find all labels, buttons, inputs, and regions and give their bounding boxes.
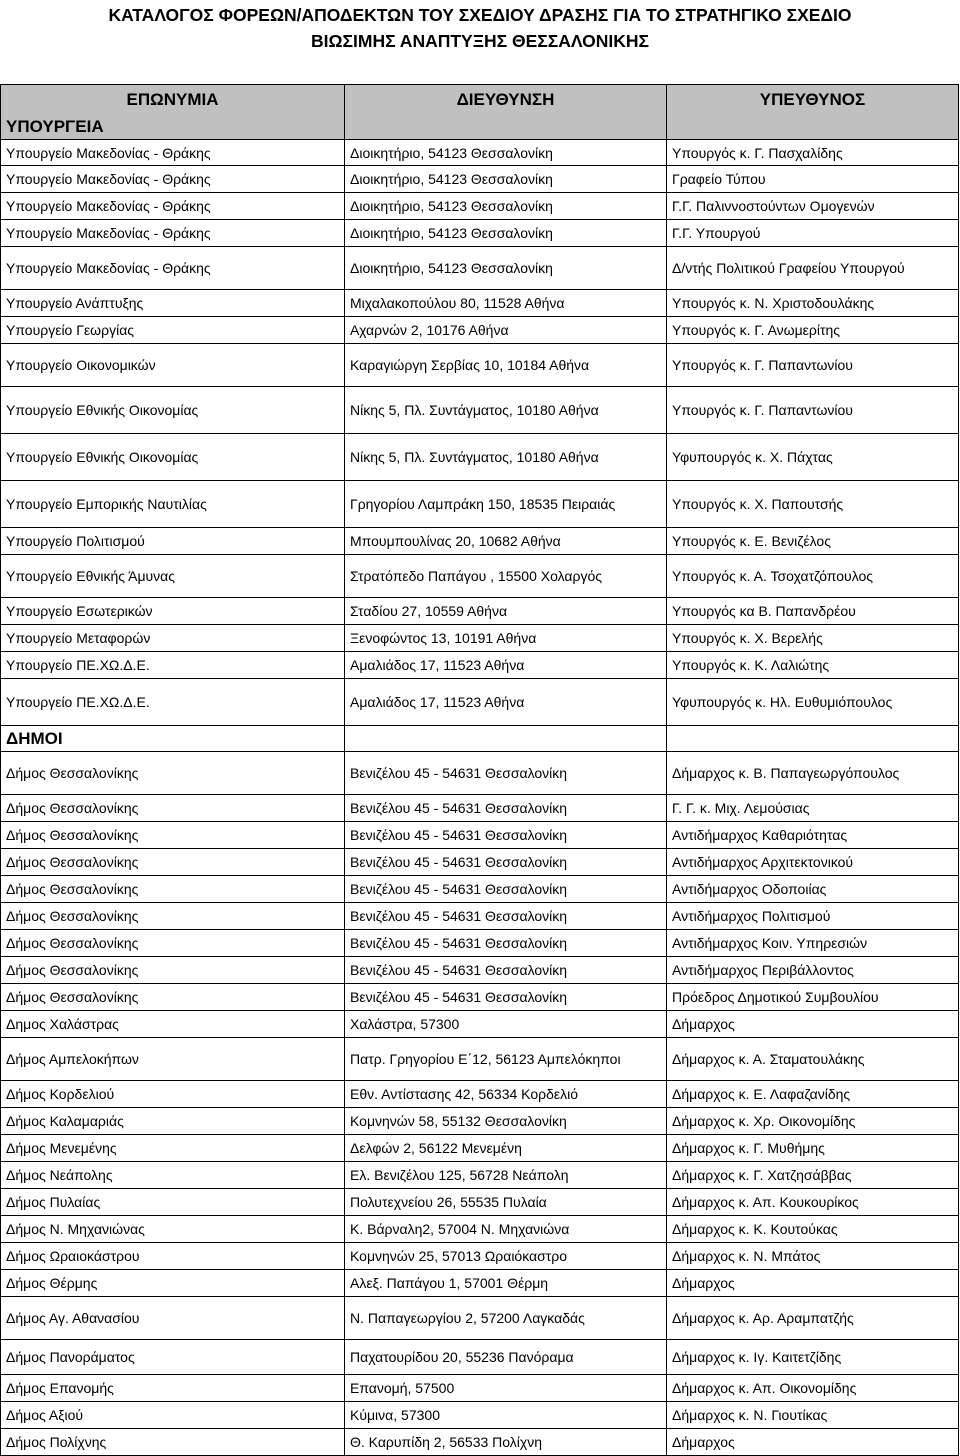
section-label-municipalities: ΔΗΜΟΙ [1, 726, 345, 752]
cell-contact: Δήμαρχος κ. Ε. Λαφαζανίδης [667, 1081, 959, 1108]
cell-contact: Υφυπουργός κ. Ηλ. Ευθυμιόπουλος [667, 679, 959, 726]
cell-address: Βενιζέλου 45 - 54631 Θεσσαλονίκη [345, 876, 667, 903]
table-row [1, 795, 959, 822]
title-line-1: ΚΑΤΑΛΟΓΟΣ ΦΟΡΕΩΝ/ΑΠΟΔΕΚΤΩΝ ΤΟΥ ΣΧΕΔΙΟΥ ΔΡΑΣΗΣ ΓΙΑ ΤΟ ΣΤΡΑΤΗΓΙΚΟ ΣΧΕΔΙΟ [108, 5, 852, 25]
cell-contact: Υπουργός κ. Ε. Βενιζέλος [667, 528, 959, 555]
cell-name: Δήμος Πανοράματος [1, 1340, 345, 1375]
table-row [1, 1340, 959, 1375]
cell-address: Αχαρνών 2, 10176 Αθήνα [345, 317, 667, 344]
table-row [1, 434, 959, 481]
cell-name: Δήμος Θέρμης [1, 1270, 345, 1297]
cell-name: Δήμος Θεσσαλονίκης [1, 903, 345, 930]
cell-contact: Δήμαρχος κ. Β. Παπαγεωργόπουλος [667, 752, 959, 795]
cell-contact: Πρόεδρος Δημοτικού Συμβουλίου [667, 984, 959, 1011]
cell-address: Διοικητήριο, 54123 Θεσσαλονίκη [345, 166, 667, 193]
cell-address: Κύμινα, 57300 [345, 1402, 667, 1429]
table-row [1, 903, 959, 930]
section-empty-cell [667, 726, 959, 752]
table-row [1, 387, 959, 434]
table-row [1, 1108, 959, 1135]
cell-contact: Αντιδήμαρχος Περιβάλλοντος [667, 957, 959, 984]
cell-name: Δήμος Θεσσαλονίκης [1, 930, 345, 957]
cell-name: Δήμος Αμπελοκήπων [1, 1038, 345, 1081]
cell-address: Βενιζέλου 45 - 54631 Θεσσαλονίκη [345, 822, 667, 849]
cell-name: Υπουργείο Πολιτισμού [1, 528, 345, 555]
section-empty-cell [345, 114, 667, 140]
cell-address: Μπουμπουλίνας 20, 10682 Αθήνα [345, 528, 667, 555]
cell-address: Σταδίου 27, 10559 Αθήνα [345, 598, 667, 625]
cell-contact: Δ/ντής Πολιτικού Γραφείου Υπουργού [667, 247, 959, 290]
cell-contact: Υφυπουργός κ. Χ. Πάχτας [667, 434, 959, 481]
table-header-row [1, 85, 959, 115]
cell-contact: Γ. Γ. κ. Μιχ. Λεμούσιας [667, 795, 959, 822]
cell-name: Υπουργείο Μακεδονίας - Θράκης [1, 193, 345, 220]
cell-address: Βενιζέλου 45 - 54631 Θεσσαλονίκη [345, 795, 667, 822]
cell-name: Δήμος Θεσσαλονίκης [1, 752, 345, 795]
cell-name: Δήμος Θεσσαλονίκης [1, 984, 345, 1011]
cell-contact: Υπουργός κ. Κ. Λαλιώτης [667, 652, 959, 679]
cell-address: Πατρ. Γρηγορίου Ε΄12, 56123 Αμπελόκηποι [345, 1038, 667, 1081]
cell-name: Υπουργείο ΠΕ.ΧΩ.Δ.Ε. [1, 679, 345, 726]
cell-name: Δημος Χαλάστρας [1, 1011, 345, 1038]
cell-name: Υπουργείο Οικονομικών [1, 344, 345, 387]
cell-name: Δήμος Θεσσαλονίκης [1, 822, 345, 849]
table-row [1, 1081, 959, 1108]
table-row [1, 140, 959, 166]
cell-contact: Αντιδήμαρχος Αρχιτεκτονικού [667, 849, 959, 876]
table-row [1, 555, 959, 598]
table-row [1, 1135, 959, 1162]
cell-contact: Υπουργός κ. Α. Τσοχατζόπουλος [667, 555, 959, 598]
cell-contact: Υπουργός κ. Χ. Βερελής [667, 625, 959, 652]
cell-address: Στρατόπεδο Παπάγου , 15500 Χολαργός [345, 555, 667, 598]
cell-name: Υπουργείο Μακεδονίας - Θράκης [1, 220, 345, 247]
cell-name: Δήμος Κορδελιού [1, 1081, 345, 1108]
cell-address: Εθν. Αντίστασης 42, 56334 Κορδελιό [345, 1081, 667, 1108]
table-row [1, 481, 959, 528]
cell-contact: Δήμαρχος [667, 1011, 959, 1038]
cell-contact: Αντιδήμαρχος Πολιτισμού [667, 903, 959, 930]
cell-contact: Υπουργός κ. Χ. Παπουτσής [667, 481, 959, 528]
cell-contact: Υπουργός κ. Ν. Χριστοδουλάκης [667, 290, 959, 317]
cell-address: Χαλάστρα, 57300 [345, 1011, 667, 1038]
cell-name: Δήμος Μενεμένης [1, 1135, 345, 1162]
column-header-contact: ΥΠΕΥΘΥΝΟΣ [667, 85, 959, 115]
cell-address: Παχατουρίδου 20, 55236 Πανόραμα [345, 1340, 667, 1375]
cell-contact: Υπουργός κ. Γ. Παπαντωνίου [667, 344, 959, 387]
cell-address: Ξενοφώντος 13, 10191 Αθήνα [345, 625, 667, 652]
cell-address: Διοικητήριο, 54123 Θεσσαλονίκη [345, 193, 667, 220]
section-row-municipalities [1, 726, 959, 752]
table-row [1, 1402, 959, 1429]
cell-name: Δήμος Θεσσαλονίκης [1, 876, 345, 903]
cell-name: Υπουργείο ΠΕ.ΧΩ.Δ.Ε. [1, 652, 345, 679]
table-row [1, 876, 959, 903]
cell-contact: Γ.Γ. Υπουργού [667, 220, 959, 247]
cell-name: Δήμος Θεσσαλονίκης [1, 957, 345, 984]
cell-contact: Υπουργός κ. Γ. Πασχαλίδης [667, 140, 959, 166]
cell-contact: Δήμαρχος κ. Κ. Κουτούκας [667, 1216, 959, 1243]
table-row [1, 957, 959, 984]
cell-contact: Δήμαρχος κ. Α. Σταματουλάκης [667, 1038, 959, 1081]
cell-name: Δήμος Αγ. Αθανασίου [1, 1297, 345, 1340]
cell-contact: Γραφείο Τύπου [667, 166, 959, 193]
table-row [1, 849, 959, 876]
cell-name: Υπουργείο Μακεδονίας - Θράκης [1, 247, 345, 290]
table-row [1, 752, 959, 795]
section-empty-cell [345, 726, 667, 752]
cell-address: Δελφών 2, 56122 Μενεμένη [345, 1135, 667, 1162]
cell-address: Βενιζέλου 45 - 54631 Θεσσαλονίκη [345, 930, 667, 957]
cell-contact: Αντιδήμαρχος Καθαριότητας [667, 822, 959, 849]
cell-name: Υπουργείο Γεωργίας [1, 317, 345, 344]
section-label-ministries: ΥΠΟΥΡΓΕΙΑ [1, 114, 345, 140]
table-row [1, 193, 959, 220]
cell-contact: Δήμαρχος [667, 1429, 959, 1456]
cell-name: Δήμος Ωραιοκάστρου [1, 1243, 345, 1270]
cell-address: Νίκης 5, Πλ. Συντάγματος, 10180 Αθήνα [345, 434, 667, 481]
cell-name: Δήμος Πυλαίας [1, 1189, 345, 1216]
table-row [1, 1162, 959, 1189]
cell-address: Θ. Καρυπίδη 2, 56533 Πολίχνη [345, 1429, 667, 1456]
cell-address: Κομνηνών 25, 57013 Ωραιόκαστρο [345, 1243, 667, 1270]
cell-contact: Δήμαρχος κ. Ν. Γιουτίκας [667, 1402, 959, 1429]
cell-name: Υπουργείο Εμπορικής Ναυτιλίας [1, 481, 345, 528]
table-row [1, 822, 959, 849]
cell-name: Δήμος Αξιού [1, 1402, 345, 1429]
cell-contact: Δήμαρχος κ. Απ. Οικονομίδης [667, 1375, 959, 1402]
cell-name: Δήμος Θεσσαλονίκης [1, 849, 345, 876]
table-row [1, 290, 959, 317]
cell-address: Πολυτεχνείου 26, 55535 Πυλαία [345, 1189, 667, 1216]
cell-address: Γρηγορίου Λαμπράκη 150, 18535 Πειραιάς [345, 481, 667, 528]
cell-address: Βενιζέλου 45 - 54631 Θεσσαλονίκη [345, 752, 667, 795]
table-row [1, 930, 959, 957]
table-row [1, 984, 959, 1011]
cell-name: Υπουργείο Μεταφορών [1, 625, 345, 652]
cell-name: Δήμος Επανομής [1, 1375, 345, 1402]
table-row [1, 652, 959, 679]
cell-address: Ν. Παπαγεωργίου 2, 57200 Λαγκαδάς [345, 1297, 667, 1340]
document-title [0, 0, 960, 56]
cell-name: Υπουργείο Ανάπτυξης [1, 290, 345, 317]
cell-contact: Υπουργός κα Β. Παπανδρέου [667, 598, 959, 625]
cell-name: Δήμος Νεάπολης [1, 1162, 345, 1189]
table-row [1, 679, 959, 726]
table-row [1, 220, 959, 247]
cell-address: Βενιζέλου 45 - 54631 Θεσσαλονίκη [345, 903, 667, 930]
recipients-table [0, 84, 959, 1456]
table-row [1, 344, 959, 387]
column-header-name: ΕΠΩΝΥΜΙΑ [1, 85, 345, 115]
table-row [1, 528, 959, 555]
table-row [1, 1375, 959, 1402]
cell-address: Βενιζέλου 45 - 54631 Θεσσαλονίκη [345, 984, 667, 1011]
table-row [1, 1243, 959, 1270]
cell-address: Βενιζέλου 45 - 54631 Θεσσαλονίκη [345, 849, 667, 876]
cell-contact: Αντιδήμαρχος Κοιν. Υπηρεσιών [667, 930, 959, 957]
table-row [1, 598, 959, 625]
cell-name: Δήμος Καλαμαριάς [1, 1108, 345, 1135]
cell-contact: Δήμαρχος [667, 1270, 959, 1297]
cell-name: Δήμος Πολίχνης [1, 1429, 345, 1456]
cell-name: Δήμος Ν. Μηχανιώνας [1, 1216, 345, 1243]
cell-address: Διοικητήριο, 54123 Θεσσαλονίκη [345, 220, 667, 247]
cell-address: Αμαλιάδος 17, 11523 Αθήνα [345, 652, 667, 679]
cell-address: Αμαλιάδος 17, 11523 Αθήνα [345, 679, 667, 726]
table-row [1, 1297, 959, 1340]
cell-contact: Γ.Γ. Παλιννοστούντων Ομογενών [667, 193, 959, 220]
column-header-address: ΔΙΕΥΘΥΝΣΗ [345, 85, 667, 115]
cell-address: Κομνηνών 58, 55132 Θεσσαλονίκη [345, 1108, 667, 1135]
table-row [1, 1038, 959, 1081]
cell-contact: Δήμαρχος κ. Ν. Μπάτος [667, 1243, 959, 1270]
cell-name: Υπουργείο Εθνικής Οικονομίας [1, 387, 345, 434]
cell-contact: Δήμαρχος κ. Γ. Μυθήμης [667, 1135, 959, 1162]
cell-name: Υπουργείο Εσωτερικών [1, 598, 345, 625]
cell-name: Υπουργείο Εθνικής Οικονομίας [1, 434, 345, 481]
cell-contact: Δήμαρχος κ. Απ. Κουκουρίκος [667, 1189, 959, 1216]
cell-contact: Δήμαρχος κ. Αρ. Αραμπατζής [667, 1297, 959, 1340]
cell-address: Επανομή, 57500 [345, 1375, 667, 1402]
cell-name: Δήμος Θεσσαλονίκης [1, 795, 345, 822]
cell-address: Αλεξ. Παπάγου 1, 57001 Θέρμη [345, 1270, 667, 1297]
cell-address: Διοικητήριο, 54123 Θεσσαλονίκη [345, 247, 667, 290]
cell-address: Καραγιώργη Σερβίας 10, 10184 Αθήνα [345, 344, 667, 387]
cell-address: Μιχαλακοπούλου 80, 11528 Αθήνα [345, 290, 667, 317]
table-row [1, 317, 959, 344]
cell-name: Υπουργείο Εθνικής Άμυνας [1, 555, 345, 598]
cell-contact: Υπουργός κ. Γ. Ανωμερίτης [667, 317, 959, 344]
table-row [1, 1189, 959, 1216]
table-row [1, 625, 959, 652]
section-empty-cell [667, 114, 959, 140]
table-row [1, 247, 959, 290]
cell-contact: Υπουργός κ. Γ. Παπαντωνίου [667, 387, 959, 434]
table-row [1, 1011, 959, 1038]
cell-contact: Δήμαρχος κ. Ιγ. Καιτετζίδης [667, 1340, 959, 1375]
table-row [1, 1429, 959, 1456]
table-row [1, 1216, 959, 1243]
cell-address: Διοικητήριο, 54123 Θεσσαλονίκη [345, 140, 667, 166]
cell-address: Νίκης 5, Πλ. Συντάγματος, 10180 Αθήνα [345, 387, 667, 434]
cell-contact: Δήμαρχος κ. Χρ. Οικονομίδης [667, 1108, 959, 1135]
cell-address: Βενιζέλου 45 - 54631 Θεσσαλονίκη [345, 957, 667, 984]
table-row [1, 166, 959, 193]
cell-address: Κ. Βάρναλη2, 57004 Ν. Μηχανιώνα [345, 1216, 667, 1243]
cell-name: Υπουργείο Μακεδονίας - Θράκης [1, 140, 345, 166]
cell-contact: Δήμαρχος κ. Γ. Χατζησάββας [667, 1162, 959, 1189]
section-row-ministries [1, 114, 959, 140]
cell-name: Υπουργείο Μακεδονίας - Θράκης [1, 166, 345, 193]
cell-contact: Αντιδήμαρχος Οδοποιίας [667, 876, 959, 903]
title-line-2: ΒΙΩΣΙΜΗΣ ΑΝΑΠΤΥΞΗΣ ΘΕΣΣΑΛΟΝΙΚΗΣ [310, 31, 650, 51]
table-row [1, 1270, 959, 1297]
cell-address: Ελ. Βενιζέλου 125, 56728 Νεάπολη [345, 1162, 667, 1189]
